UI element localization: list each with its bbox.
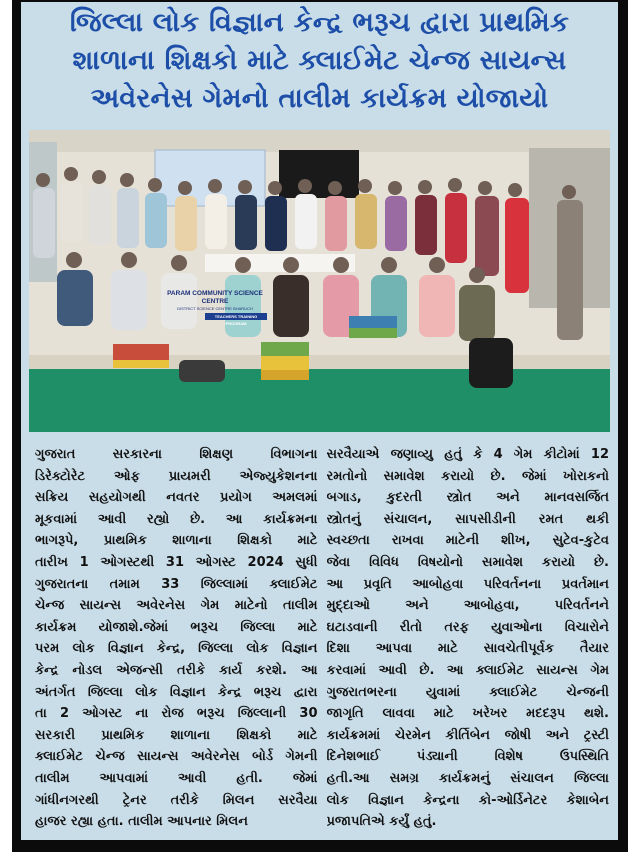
article-line: તાલીમ આપવામાં આવી હતી. જેમાં (35, 770, 318, 786)
article-line: ગાંધીનગરથી ટ્રેનર તરીકે મિલન સરવૈયા (35, 792, 318, 808)
article-line: સ્ત્રોતનું સંચાલન, સાપસીડીની રમત થકી (326, 511, 609, 527)
article-line: કરવામાં આવી છે. આ ક્લાઈમેટ સાયન્સ ગેમ (326, 662, 609, 678)
headline-line-2: શાળાના શિક્ષકો માટે ક્લાઈમેટ ચેન્જ સાયન્સ (72, 45, 567, 76)
article-line: તારીખ 1 ઓગસ્ટથી 31 ઓગસ્ટ 2024 સુધી (35, 554, 318, 570)
article-line: પ્રજાપતિએ કર્યું હતું. (326, 814, 437, 830)
article-line: ચેન્જ સાયન્સ અવેરનેસ ગેમ માટેનો તાલીમ (35, 598, 318, 614)
article-line: ગુજરાતના તમામ 33 જિલ્લામાં ક્લાઈમેટ (35, 576, 318, 592)
article-line: મૂકવામાં આવી રહ્યો છે. આ કાર્યક્રમના (35, 511, 318, 527)
article-line: ગુજરાતભરના યુવામાં ક્લાઈમેટ ચેન્જની (326, 684, 609, 700)
article-line: સક્રિય સહયોગથી નવતર પ્રયોગ અમલમાં (35, 490, 318, 506)
article-line: ભાગરૂપે, પ્રાથમિક શાળાના શિક્ષકો માટે (35, 533, 318, 549)
article-line: દિનેશભાઈ પંડ્યાની વિશેષ ઉપસ્થિતિ (326, 749, 609, 765)
article-line: હાજર રહ્યા હતા. તાલીમ આપનાર મિલન (35, 814, 248, 830)
article-line: રમતોનો સમાવેશ કરાયો છે. જેમાં ખોરાકનો (326, 468, 609, 484)
headline-line-1: જિલ્લા લોક વિજ્ઞાન કેન્દ્ર ભરૂચ દ્વારા પ્રાથમિક (69, 7, 570, 38)
news-clipping (21, 2, 618, 840)
article-line: ઘટાડવાની રીતો તરફ યુવાઓના વિચારોને (326, 619, 609, 635)
group-photo (29, 130, 610, 432)
article-line: સરવૈયાએ જણાવ્યુ હતું કે 4 ગેમ કીટોમાં 12 (326, 447, 609, 462)
article-line: ગુજરાત સરકારના શિક્ષણ વિભાગના (35, 447, 318, 462)
banner-subtitle: DISTRICT SCIENCE CENTRE BHARUCH (177, 306, 253, 311)
article-column-right (327, 444, 610, 836)
article-line: કાર્યક્રમમાં ચેરમેન કીર્તિબેન જોષી અને ટ્રસ્ટી (326, 727, 609, 743)
article-line: કાર્યક્રમ યોજાશે.જેમાં ભરૂચ જિલ્લા માટે (35, 619, 318, 635)
banner-title: PARAM COMMUNITY SCIENCE CENTRE (167, 290, 263, 305)
article-line: હતી.આ સમગ્ર કાર્યક્રમનું સંચાલન જિલ્લા (326, 770, 609, 786)
article-line: સ્વચ્છતા રાખવા માટેની શીખ, સુટેવ-કુટેવ (326, 533, 609, 549)
article-line: તા 2 ઓગસ્ટ ના રોજ ભરૂચ જિલ્લાની 30 (35, 706, 318, 722)
article-line: મુદ્દાઓ અને આબોહવા, પરિવર્તનને (326, 598, 609, 614)
article-line: જાગૃતિ લાવવા માટે ખરેખર મદદરૂપ થશે. (326, 706, 609, 722)
article-body (35, 444, 609, 836)
article-line: લોક વિજ્ઞાન કેન્દ્રના કો-ઓર્ડિનેટર કેશાબેન (326, 792, 609, 808)
headline (27, 4, 612, 122)
article-line: અંતર્ગત જિલ્લા લોક વિજ્ઞાન કેન્દ્ર ભરૂચ દ્વારા (35, 684, 318, 700)
article-line: કેન્દ્ર નોડલ એજન્સી તરીકે કાર્ય કરશે. આ (35, 662, 318, 678)
headline-line-3: અવેરનેસ ગેમનો તાલીમ કાર્યક્રમ યોજાયો (90, 83, 549, 114)
article-column-left (35, 444, 318, 836)
article-line: ક્લાઈમેટ ચેન્જ સાયન્સ અવેરનેસ બોર્ડ ગેમની (35, 749, 318, 765)
banner-tag: TEACHERS TRAINING PROGRAM (205, 313, 267, 320)
article-line: પરમ લોક વિજ્ઞાન કેન્દ્ર, જિલ્લા લોક વિજ્ઞાન (35, 641, 318, 657)
article-line: સરકારી પ્રાથમિક શાળાના શિક્ષકો માટે (35, 727, 318, 743)
article-line: આ પ્રવૃતિ આબોહવા પરિવર્તનના પ્રવર્તમાન (326, 576, 609, 592)
group-photo-illustration (29, 130, 610, 432)
article-line: દિશા આપવા માટે સાવચેતીપૂર્વક તૈયાર (326, 641, 609, 657)
article-line: ડિરેક્ટોરેટ ઓફ પ્રાયમરી એજ્યુકેશનના (35, 468, 318, 484)
newspaper-page (12, 0, 628, 852)
article-line: જેવા વિવિધ વિષયોનો સમાવેશ કરાયો છે. (326, 554, 609, 570)
article-line: બગાડ, કુદરતી સ્ત્રોત અને માનવસર્જિત (326, 490, 609, 506)
